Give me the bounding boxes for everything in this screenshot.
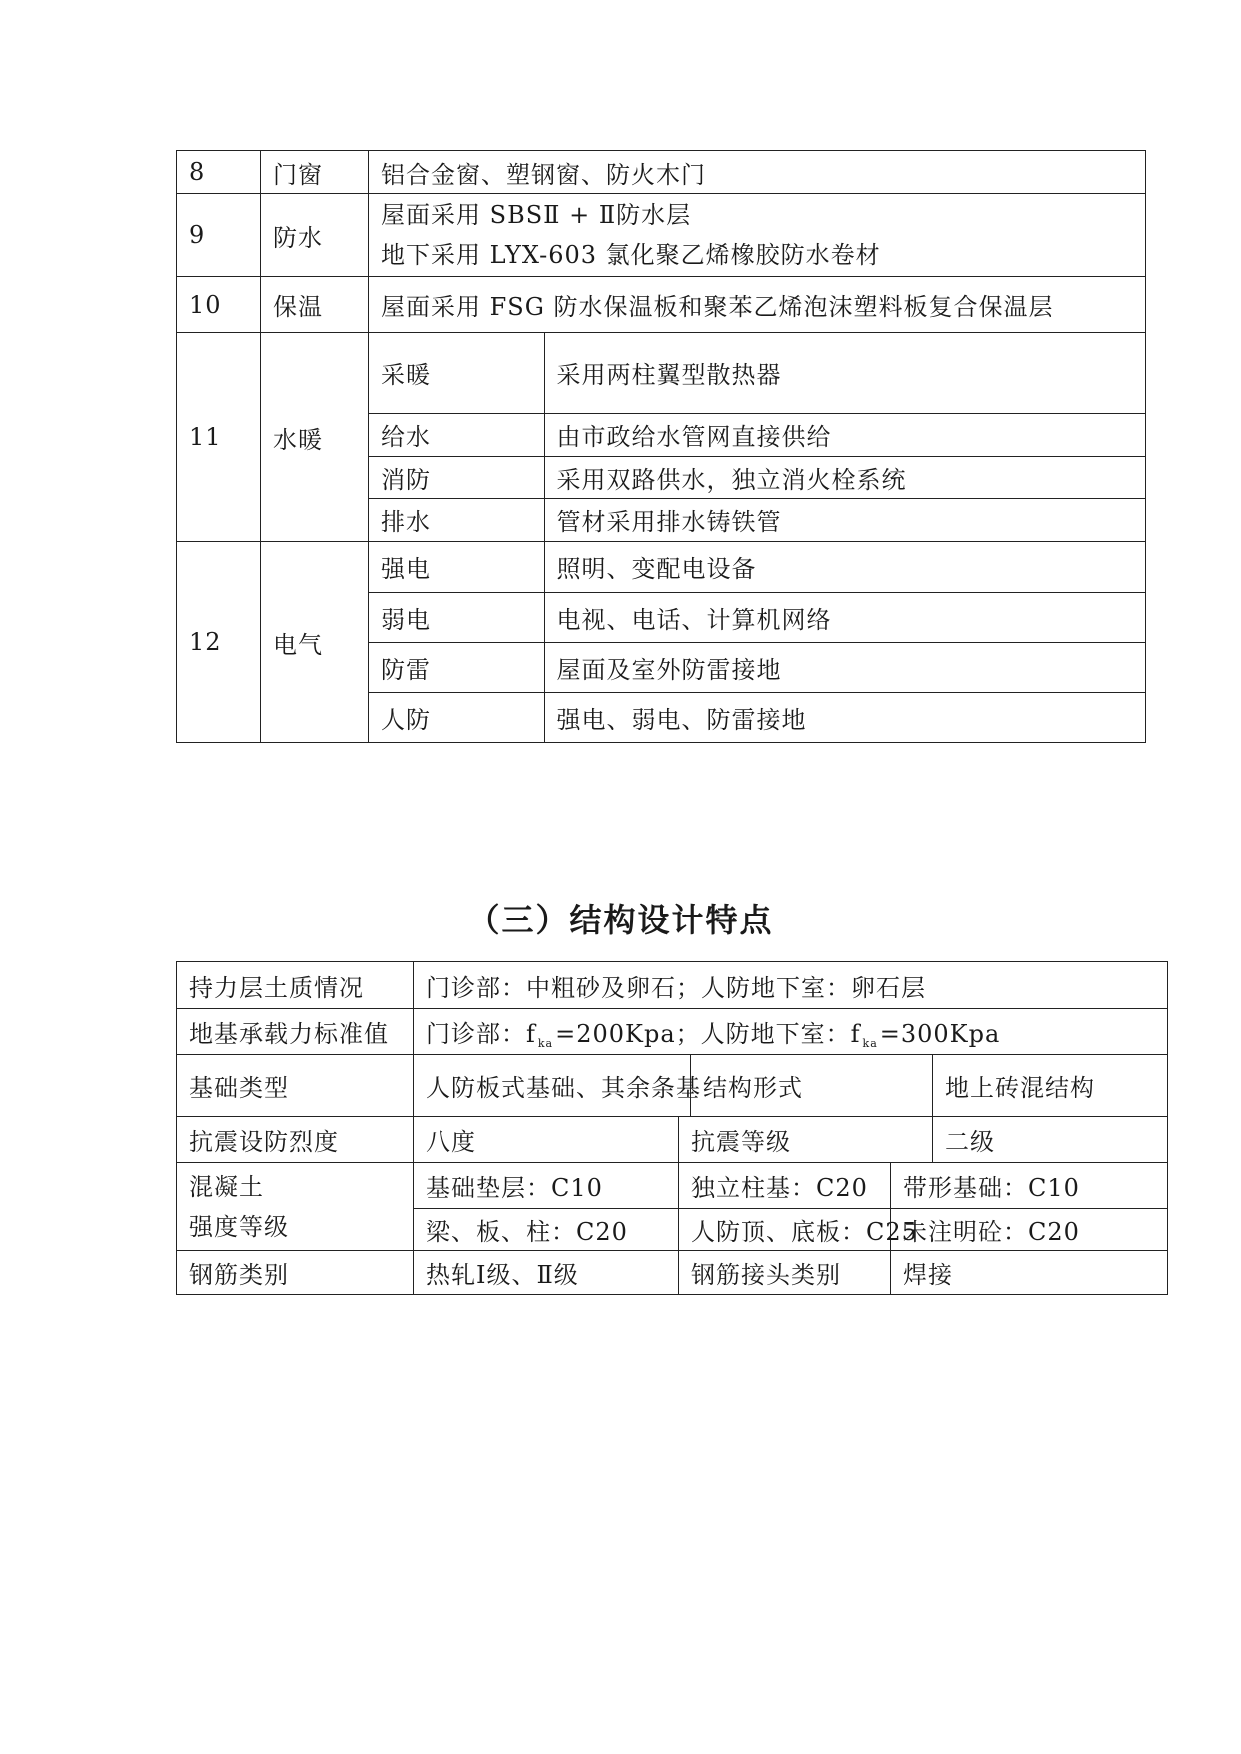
sub-row <box>369 456 1145 498</box>
sub-table <box>369 333 1145 541</box>
sub-key: 弱电 <box>369 592 544 642</box>
table-row <box>177 542 1146 743</box>
bearing-label: 地基承载力标准值 <box>177 1009 414 1055</box>
sub-value: 由市政给水管网直接供给 <box>544 413 1145 456</box>
bearing-text: =300Kpa <box>879 1019 1001 1048</box>
concrete-value: 未注明砼：C20 <box>891 1209 1168 1251</box>
concrete-label <box>177 1163 414 1251</box>
sub-table-cell <box>369 333 1146 542</box>
sub-row <box>369 692 1145 742</box>
row-number: 9 <box>177 194 261 277</box>
seismic-label: 抗震设防烈度 <box>177 1117 414 1163</box>
sub-row <box>369 413 1145 456</box>
bearing-text: =200Kpa；人防地下室：f <box>555 1019 861 1048</box>
row-item: 防水 <box>261 194 369 277</box>
table-row <box>177 1251 1168 1295</box>
sub-row <box>369 642 1145 692</box>
concrete-value: 独立柱基：C20 <box>679 1163 891 1209</box>
table-row <box>177 1009 1168 1055</box>
building-systems-table <box>176 150 1146 743</box>
row-desc: 屋面采用 FSG 防水保温板和聚苯乙烯泡沫塑料板复合保温层 <box>369 277 1146 333</box>
desc-line: 地下采用 LYX-603 氯化聚乙烯橡胶防水卷材 <box>381 241 881 269</box>
sub-value: 管材采用排水铸铁管 <box>556 508 782 537</box>
sub-key: 人防 <box>369 692 544 742</box>
table-row <box>177 962 1168 1009</box>
sub-row <box>369 498 1145 541</box>
table-row <box>177 1117 1168 1163</box>
sub-value: 采用两柱翼型散热器 <box>544 333 1145 413</box>
row-item: 保温 <box>261 277 369 333</box>
row-desc: 铝合金窗、塑钢窗、防火木门 <box>369 151 1146 194</box>
row-number: 8 <box>177 151 261 194</box>
sub-key: 消防 <box>369 456 544 498</box>
sub-value: 强电、弱电、防雷接地 <box>556 705 807 734</box>
table-row <box>177 333 1146 542</box>
row-number: 11 <box>177 333 261 542</box>
concrete-value: 基础垫层：C10 <box>414 1163 679 1209</box>
sub-table-cell <box>369 542 1146 743</box>
sub-value: 电视、电话、计算机网络 <box>544 592 1145 642</box>
sub-key: 排水 <box>369 498 544 541</box>
table-row <box>177 277 1146 333</box>
section-title: （三）结构设计特点 <box>467 901 774 939</box>
seismic-grade-value: 二级 <box>933 1117 1168 1163</box>
bearing-value <box>414 1009 1168 1055</box>
sub-row <box>369 542 1145 592</box>
sub-key: 给水 <box>369 413 544 456</box>
sub-table <box>369 542 1145 742</box>
seismic-grade-label: 抗震等级 <box>679 1117 933 1163</box>
sub-key: 采暖 <box>369 333 544 413</box>
rebar-joint-label: 钢筋接头类别 <box>679 1251 891 1295</box>
sub-value: 照明、变配电设备 <box>544 542 1145 592</box>
sub-value: 采用双路供水，独立消火栓系统 <box>544 456 1145 498</box>
desc-line: 屋面采用 SBSⅡ + Ⅱ防水层 <box>381 201 692 229</box>
seismic-value: 八度 <box>414 1117 679 1163</box>
structural-design-table <box>176 961 1168 1295</box>
bearing-subscript: ka <box>862 1036 878 1050</box>
rebar-value: 热轧Ⅰ级、Ⅱ级 <box>414 1251 679 1295</box>
sub-row <box>369 333 1145 413</box>
table-row <box>177 1055 1168 1117</box>
concrete-value: 梁、板、柱：C20 <box>414 1209 679 1251</box>
soil-value: 门诊部：中粗砂及卵石；人防地下室：卵石层 <box>414 962 1168 1009</box>
foundation-label: 基础类型 <box>177 1055 414 1117</box>
label-line: 混凝土 <box>189 1172 264 1201</box>
sub-value: 屋面及室外防雷接地 <box>544 642 1145 692</box>
row-number: 10 <box>177 277 261 333</box>
concrete-value: 人防顶、底板：C25 <box>679 1209 891 1251</box>
label-line: 强度等级 <box>189 1212 289 1241</box>
row-number: 12 <box>177 542 261 743</box>
rebar-label: 钢筋类别 <box>177 1251 414 1295</box>
bearing-text: 门诊部：f <box>426 1019 536 1048</box>
row-item: 水暖 <box>261 333 369 542</box>
sub-key: 强电 <box>369 542 544 592</box>
concrete-value: 带形基础：C10 <box>891 1163 1168 1209</box>
table-row <box>177 194 1146 277</box>
table-row <box>177 1163 1168 1209</box>
structure-label: 结构形式 <box>691 1055 933 1117</box>
rebar-joint-value: 焊接 <box>891 1251 1168 1295</box>
soil-label: 持力层土质情况 <box>177 962 414 1009</box>
foundation-value: 人防板式基础、其余条基 <box>414 1055 691 1117</box>
sub-row <box>369 592 1145 642</box>
row-item: 门窗 <box>261 151 369 194</box>
row-item: 电气 <box>261 542 369 743</box>
bearing-subscript: ka <box>537 1036 554 1050</box>
table-row <box>177 151 1146 194</box>
row-desc <box>369 194 1146 277</box>
sub-key: 防雷 <box>369 642 544 692</box>
structure-value: 地上砖混结构 <box>933 1055 1168 1117</box>
